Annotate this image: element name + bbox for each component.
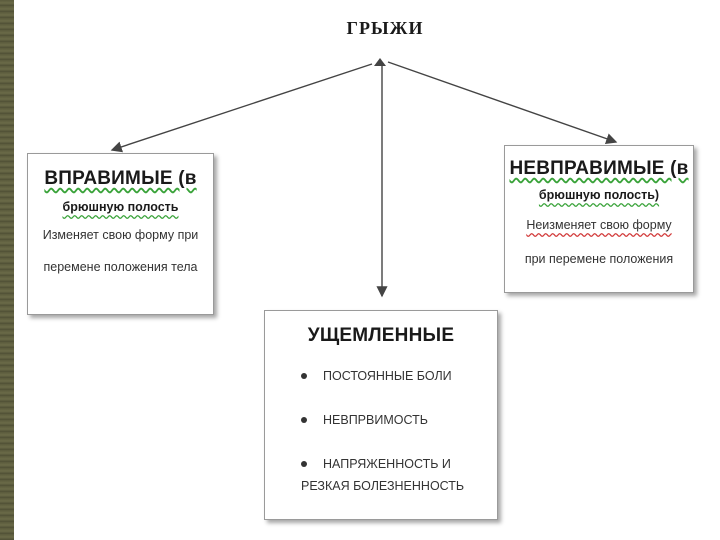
list-item: ПОСТОЯННЫЕ БОЛИ xyxy=(301,365,497,387)
reducible-heading: ВПРАВИМЫЕ (в xyxy=(44,168,197,189)
strangulated-heading: УЩЕМЛЕННЫЕ xyxy=(307,325,455,346)
irreducible-hernia-box xyxy=(504,145,694,293)
list-item: НЕВПРВИМОСТЬ xyxy=(301,409,497,431)
diagram-title: ГРЫЖИ xyxy=(346,18,424,38)
bullet-icon xyxy=(301,417,307,423)
strangulated-hernia-box xyxy=(264,310,498,520)
list-item: НАПРЯЖЕННОСТЬ И РЕЗКАЯ БОЛЕЗНЕННОСТЬ xyxy=(301,457,465,493)
reducible-hernia-box xyxy=(27,153,214,315)
irreducible-subtitle: брюшную полость) xyxy=(538,188,660,202)
reducible-subtitle: брюшную полость xyxy=(62,200,179,214)
reducible-desc-line-2: перемене положения тела xyxy=(43,260,198,274)
irreducible-desc-line-1: Неизменяет свою форму xyxy=(526,218,672,232)
reducible-desc-line-1: Изменяет свою форму при xyxy=(42,228,199,242)
irreducible-desc-line-2: при перемене положения xyxy=(524,252,674,266)
irreducible-heading: НЕВПРАВИМЫЕ (в xyxy=(509,158,689,179)
arrow-to-irreducible xyxy=(388,62,616,142)
arrow-to-reducible xyxy=(112,64,372,150)
title-arrow-head xyxy=(374,58,386,66)
bullet-icon xyxy=(301,461,307,467)
bullet-icon xyxy=(301,373,307,379)
strangulated-symptom-list xyxy=(265,365,497,497)
